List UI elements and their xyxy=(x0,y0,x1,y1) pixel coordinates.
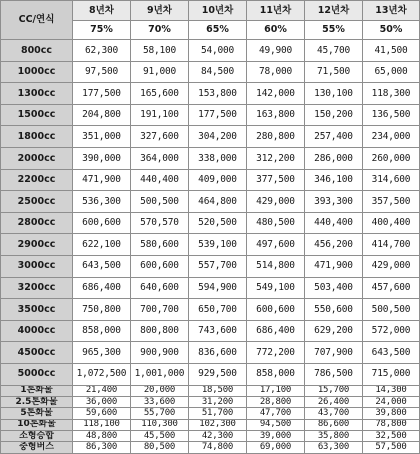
table-cell: 409,000 xyxy=(189,169,247,191)
table-cell: 118,100 xyxy=(73,419,131,430)
table-cell: 536,300 xyxy=(73,191,131,213)
table-cell: 86,300 xyxy=(73,442,131,453)
table-row xyxy=(1,342,420,364)
table-cell: 429,000 xyxy=(363,255,420,277)
table-cell: 21,400 xyxy=(73,385,131,396)
table-cell: 965,300 xyxy=(73,342,131,364)
table-row xyxy=(1,419,420,430)
table-cell: 640,600 xyxy=(131,277,189,299)
table-cell: 78,800 xyxy=(363,419,420,430)
table-cell: 520,500 xyxy=(189,212,247,234)
row-label: 800cc xyxy=(1,40,73,62)
column-rate-header: 65% xyxy=(189,21,247,40)
corner-header: CC/연식 xyxy=(1,1,73,40)
table-cell: 18,500 xyxy=(189,385,247,396)
table-cell: 557,700 xyxy=(189,255,247,277)
row-label: 1000cc xyxy=(1,61,73,83)
table-row xyxy=(1,40,420,62)
table-cell: 346,100 xyxy=(305,169,363,191)
column-year-header: 11년차 xyxy=(247,1,305,21)
table-cell: 153,800 xyxy=(189,83,247,105)
table-cell: 429,000 xyxy=(247,191,305,213)
row-label: 1톤화물 xyxy=(1,385,73,396)
table-cell: 600,600 xyxy=(247,299,305,321)
table-cell: 600,600 xyxy=(131,255,189,277)
row-label: 2000cc xyxy=(1,147,73,169)
column-rate-header: 75% xyxy=(73,21,131,40)
table-row xyxy=(1,277,420,299)
row-label: 3200cc xyxy=(1,277,73,299)
table-cell: 643,500 xyxy=(363,342,420,364)
table-cell: 643,500 xyxy=(73,255,131,277)
row-label: 1800cc xyxy=(1,126,73,148)
table-cell: 471,900 xyxy=(305,255,363,277)
table-cell: 750,800 xyxy=(73,299,131,321)
header-year-row xyxy=(1,1,420,21)
table-cell: 414,700 xyxy=(363,234,420,256)
table-cell: 142,000 xyxy=(247,83,305,105)
table-cell: 94,500 xyxy=(247,419,305,430)
table-row xyxy=(1,234,420,256)
table-cell: 33,600 xyxy=(131,396,189,407)
table-cell: 629,200 xyxy=(305,320,363,342)
table-cell: 43,700 xyxy=(305,408,363,419)
table-row xyxy=(1,299,420,321)
table-cell: 57,500 xyxy=(363,442,420,453)
table-cell: 456,200 xyxy=(305,234,363,256)
column-rate-header: 60% xyxy=(247,21,305,40)
table-cell: 351,000 xyxy=(73,126,131,148)
table-cell: 86,600 xyxy=(305,419,363,430)
table-cell: 377,500 xyxy=(247,169,305,191)
table-row xyxy=(1,147,420,169)
row-label: 1500cc xyxy=(1,104,73,126)
table-cell: 39,800 xyxy=(363,408,420,419)
table-row xyxy=(1,126,420,148)
row-label: 2900cc xyxy=(1,234,73,256)
table-cell: 686,400 xyxy=(73,277,131,299)
table-row xyxy=(1,408,420,419)
table-row xyxy=(1,212,420,234)
table-cell: 257,400 xyxy=(305,126,363,148)
table-row xyxy=(1,61,420,83)
table-cell: 130,100 xyxy=(305,83,363,105)
table-cell: 464,800 xyxy=(189,191,247,213)
table-row xyxy=(1,255,420,277)
table-cell: 204,800 xyxy=(73,104,131,126)
table-cell: 549,100 xyxy=(247,277,305,299)
table-cell: 570,570 xyxy=(131,212,189,234)
table-cell: 15,700 xyxy=(305,385,363,396)
table-cell: 286,000 xyxy=(305,147,363,169)
column-year-header: 9년차 xyxy=(131,1,189,21)
table-cell: 580,600 xyxy=(131,234,189,256)
table-cell: 715,000 xyxy=(363,363,420,385)
row-label: 2.5톤화물 xyxy=(1,396,73,407)
table-cell: 102,300 xyxy=(189,419,247,430)
table-cell: 234,000 xyxy=(363,126,420,148)
table-cell: 314,600 xyxy=(363,169,420,191)
table-cell: 55,700 xyxy=(131,408,189,419)
column-year-header: 8년차 xyxy=(73,1,131,21)
table-cell: 65,000 xyxy=(363,61,420,83)
table-cell: 1,001,000 xyxy=(131,363,189,385)
table-cell: 260,000 xyxy=(363,147,420,169)
table-cell: 14,300 xyxy=(363,385,420,396)
table-cell: 39,000 xyxy=(247,431,305,442)
table-cell: 136,500 xyxy=(363,104,420,126)
table-cell: 650,700 xyxy=(189,299,247,321)
table-cell: 514,800 xyxy=(247,255,305,277)
table-cell: 177,500 xyxy=(189,104,247,126)
row-label: 5톤화물 xyxy=(1,408,73,419)
table-cell: 390,000 xyxy=(73,147,131,169)
table-cell: 91,000 xyxy=(131,61,189,83)
table-cell: 800,800 xyxy=(131,320,189,342)
table-row xyxy=(1,396,420,407)
row-label: 3000cc xyxy=(1,255,73,277)
table-cell: 572,000 xyxy=(363,320,420,342)
table-cell: 836,600 xyxy=(189,342,247,364)
table-cell: 51,700 xyxy=(189,408,247,419)
table-cell: 440,400 xyxy=(131,169,189,191)
row-label: 4500cc xyxy=(1,342,73,364)
table-cell: 900,900 xyxy=(131,342,189,364)
table-cell: 24,000 xyxy=(363,396,420,407)
table-cell: 327,600 xyxy=(131,126,189,148)
row-label: 소형승합 xyxy=(1,431,73,442)
table-cell: 858,000 xyxy=(247,363,305,385)
table-row xyxy=(1,191,420,213)
table-cell: 786,500 xyxy=(305,363,363,385)
table-row xyxy=(1,169,420,191)
column-year-header: 10년차 xyxy=(189,1,247,21)
column-year-header: 13년차 xyxy=(363,1,420,21)
table-cell: 707,900 xyxy=(305,342,363,364)
table-cell: 539,100 xyxy=(189,234,247,256)
table-cell: 594,900 xyxy=(189,277,247,299)
table-cell: 45,500 xyxy=(131,431,189,442)
row-label: 5000cc xyxy=(1,363,73,385)
table-cell: 400,400 xyxy=(363,212,420,234)
table-cell: 1,072,500 xyxy=(73,363,131,385)
table-cell: 440,400 xyxy=(305,212,363,234)
table-row xyxy=(1,385,420,396)
table-cell: 772,200 xyxy=(247,342,305,364)
table-cell: 63,300 xyxy=(305,442,363,453)
row-label: 2800cc xyxy=(1,212,73,234)
row-label: 10톤화물 xyxy=(1,419,73,430)
row-label: 3500cc xyxy=(1,299,73,321)
table-cell: 31,200 xyxy=(189,396,247,407)
table-cell: 54,000 xyxy=(189,40,247,62)
table-row xyxy=(1,442,420,453)
table-cell: 49,900 xyxy=(247,40,305,62)
column-year-header: 12년차 xyxy=(305,1,363,21)
table-cell: 500,500 xyxy=(363,299,420,321)
table-row xyxy=(1,363,420,385)
table-cell: 35,800 xyxy=(305,431,363,442)
table-cell: 48,800 xyxy=(73,431,131,442)
table-cell: 743,600 xyxy=(189,320,247,342)
column-rate-header: 55% xyxy=(305,21,363,40)
table-cell: 312,200 xyxy=(247,147,305,169)
row-label: 2500cc xyxy=(1,191,73,213)
table-cell: 165,600 xyxy=(131,83,189,105)
table-cell: 503,400 xyxy=(305,277,363,299)
table-cell: 622,100 xyxy=(73,234,131,256)
table-cell: 338,000 xyxy=(189,147,247,169)
table-cell: 84,500 xyxy=(189,61,247,83)
table-cell: 69,000 xyxy=(247,442,305,453)
row-label: 중형버스 xyxy=(1,442,73,453)
table-cell: 32,500 xyxy=(363,431,420,442)
table-row xyxy=(1,431,420,442)
table-row xyxy=(1,104,420,126)
table-cell: 357,500 xyxy=(363,191,420,213)
table-cell: 36,000 xyxy=(73,396,131,407)
table-cell: 500,500 xyxy=(131,191,189,213)
table-cell: 393,300 xyxy=(305,191,363,213)
table-cell: 364,000 xyxy=(131,147,189,169)
table-cell: 62,300 xyxy=(73,40,131,62)
table-cell: 42,300 xyxy=(189,431,247,442)
row-label: 2200cc xyxy=(1,169,73,191)
table-cell: 97,500 xyxy=(73,61,131,83)
table-cell: 700,700 xyxy=(131,299,189,321)
table-cell: 304,200 xyxy=(189,126,247,148)
table-cell: 600,600 xyxy=(73,212,131,234)
table-cell: 497,600 xyxy=(247,234,305,256)
table-cell: 110,300 xyxy=(131,419,189,430)
table-cell: 78,000 xyxy=(247,61,305,83)
table-cell: 858,000 xyxy=(73,320,131,342)
table-cell: 686,400 xyxy=(247,320,305,342)
table-cell: 17,100 xyxy=(247,385,305,396)
table-cell: 45,700 xyxy=(305,40,363,62)
table-cell: 74,800 xyxy=(189,442,247,453)
table-cell: 191,100 xyxy=(131,104,189,126)
table-cell: 150,200 xyxy=(305,104,363,126)
table-cell: 550,600 xyxy=(305,299,363,321)
table-cell: 929,500 xyxy=(189,363,247,385)
column-rate-header: 70% xyxy=(131,21,189,40)
table-cell: 118,300 xyxy=(363,83,420,105)
table-cell: 71,500 xyxy=(305,61,363,83)
table-row xyxy=(1,83,420,105)
table-cell: 177,500 xyxy=(73,83,131,105)
table-cell: 20,000 xyxy=(131,385,189,396)
table-cell: 58,100 xyxy=(131,40,189,62)
row-label: 1300cc xyxy=(1,83,73,105)
table-cell: 457,600 xyxy=(363,277,420,299)
table-cell: 47,700 xyxy=(247,408,305,419)
table-cell: 26,400 xyxy=(305,396,363,407)
table-cell: 480,500 xyxy=(247,212,305,234)
table-row xyxy=(1,320,420,342)
table-cell: 28,800 xyxy=(247,396,305,407)
table-cell: 80,500 xyxy=(131,442,189,453)
table-cell: 280,800 xyxy=(247,126,305,148)
table-cell: 471,900 xyxy=(73,169,131,191)
column-rate-header: 50% xyxy=(363,21,420,40)
table-cell: 59,600 xyxy=(73,408,131,419)
table-cell: 163,800 xyxy=(247,104,305,126)
table-cell: 41,500 xyxy=(363,40,420,62)
row-label: 4000cc xyxy=(1,320,73,342)
